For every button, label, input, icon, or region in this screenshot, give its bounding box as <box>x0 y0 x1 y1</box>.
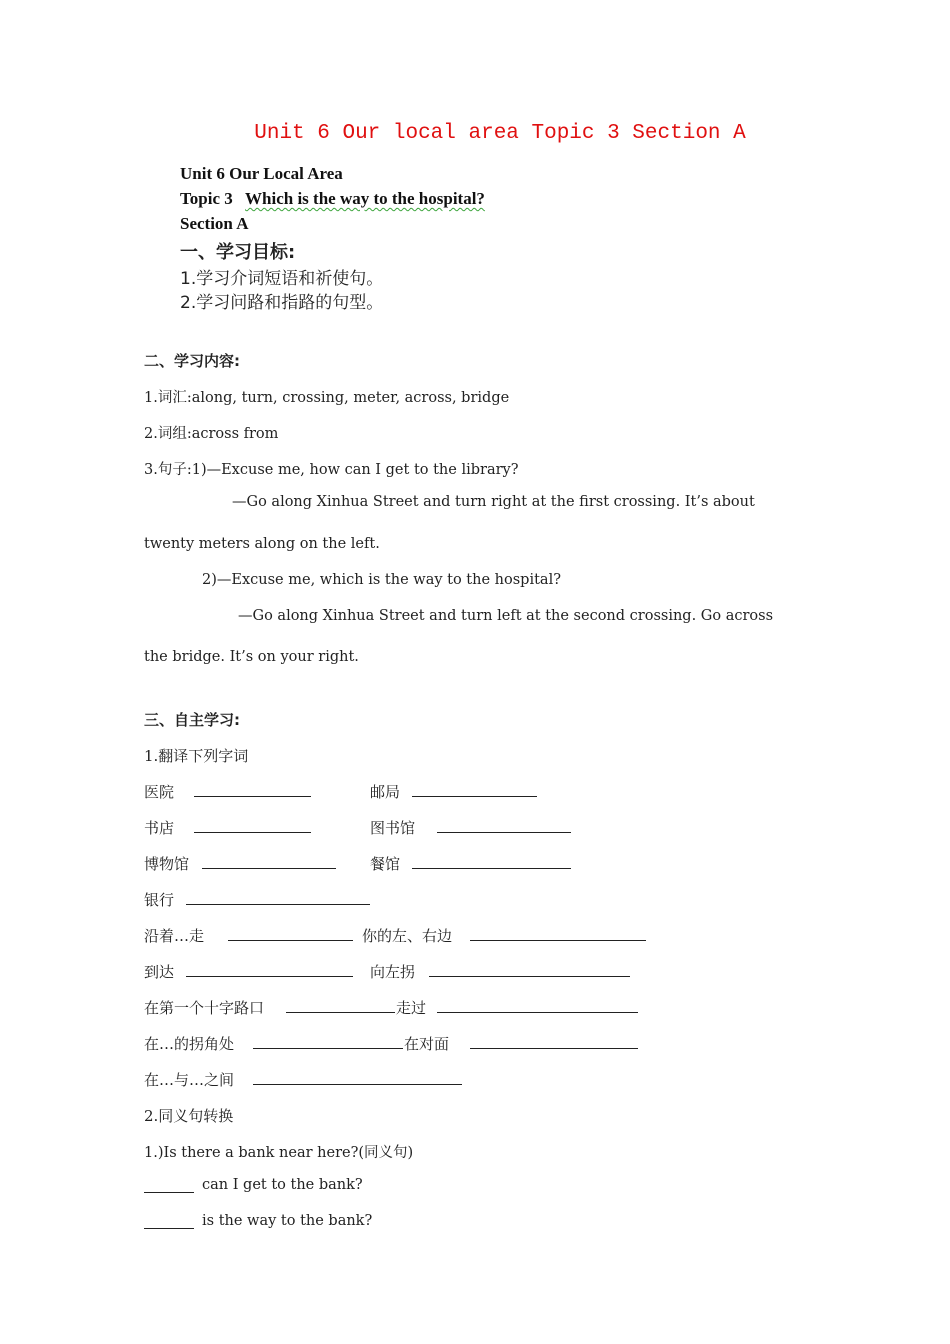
vocab-line: 1.词汇:along, turn, crossing, meter, across, bridge <box>144 390 510 406</box>
self-study-heading: 三、自主学习: <box>144 711 240 729</box>
answer-blank[interactable] <box>186 889 370 905</box>
synonym-question: 1.)Is there a bank near here?(同义句) <box>144 1145 414 1161</box>
sentence-1-answer: —Go along Xinhua Street and turn right at the first crossing. It’s about <box>232 494 755 510</box>
term-label: 走过 <box>396 999 427 1017</box>
answer-blank[interactable] <box>253 1069 462 1085</box>
answer-blank[interactable] <box>286 997 395 1013</box>
answer-blank[interactable] <box>194 817 311 833</box>
topic-prefix: Topic 3 <box>180 189 233 208</box>
term-label: 银行 <box>144 891 175 909</box>
synonym-answer: can I get to the bank? <box>202 1177 363 1193</box>
synonym-heading: 2.同义句转换 <box>144 1107 234 1125</box>
objective-item: 1.学习介词短语和祈使句。 <box>180 269 384 289</box>
answer-blank[interactable] <box>429 961 630 977</box>
answer-blank[interactable] <box>253 1033 403 1049</box>
objective-item: 2.学习问路和指路的句型。 <box>180 293 384 313</box>
sentence-2-answer-cont: the bridge. It’s on your right. <box>144 649 359 665</box>
objectives-heading: 一、学习目标: <box>180 242 296 263</box>
term-label: 你的左、右边 <box>362 927 453 945</box>
sentence-1-question: 3.句子:1)—Excuse me, how can I get to the library? <box>144 462 519 478</box>
answer-blank[interactable] <box>144 1213 194 1229</box>
answer-blank[interactable] <box>186 961 353 977</box>
term-label: 图书馆 <box>370 819 416 837</box>
term-label: 到达 <box>144 963 175 981</box>
answer-blank[interactable] <box>194 781 311 797</box>
term-label: 在第一个十字路口 <box>144 999 265 1017</box>
document-title: Unit 6 Our local area Topic 3 Section A <box>254 122 746 145</box>
topic-question: Which is the way to the hospital? <box>245 189 485 208</box>
term-label: 书店 <box>144 819 175 837</box>
sentence-2-answer: —Go along Xinhua Street and turn left at the second crossing. Go across <box>238 608 774 624</box>
answer-blank[interactable] <box>202 853 336 869</box>
section-heading: Section A <box>180 214 249 233</box>
sentence-1-answer-cont: twenty meters along on the left. <box>144 536 380 552</box>
sentence-2-question: 2)—Excuse me, which is the way to the hospital? <box>202 572 561 588</box>
content-heading: 二、学习内容: <box>144 352 240 370</box>
answer-blank[interactable] <box>437 997 638 1013</box>
phrase-line: 2.词组:across from <box>144 426 279 442</box>
topic-heading <box>180 189 485 209</box>
unit-heading: Unit 6 Our Local Area <box>180 164 343 183</box>
synonym-answer: is the way to the bank? <box>202 1213 373 1229</box>
answer-blank[interactable] <box>470 925 646 941</box>
term-label: 沿着…走 <box>144 927 205 945</box>
answer-blank[interactable] <box>437 817 571 833</box>
answer-blank[interactable] <box>228 925 353 941</box>
answer-blank[interactable] <box>144 1177 194 1193</box>
term-label: 向左拐 <box>370 963 416 981</box>
answer-blank[interactable] <box>470 1033 638 1049</box>
term-label: 餐馆 <box>370 855 401 873</box>
term-label: 邮局 <box>370 783 401 801</box>
answer-blank[interactable] <box>412 853 571 869</box>
translate-heading: 1.翻译下列字词 <box>144 747 249 765</box>
term-label: 在…的拐角处 <box>144 1035 235 1053</box>
term-label: 在对面 <box>404 1035 450 1053</box>
term-label: 博物馆 <box>144 855 190 873</box>
answer-blank[interactable] <box>412 781 537 797</box>
term-label: 医院 <box>144 783 175 801</box>
term-label: 在…与…之间 <box>144 1071 235 1089</box>
